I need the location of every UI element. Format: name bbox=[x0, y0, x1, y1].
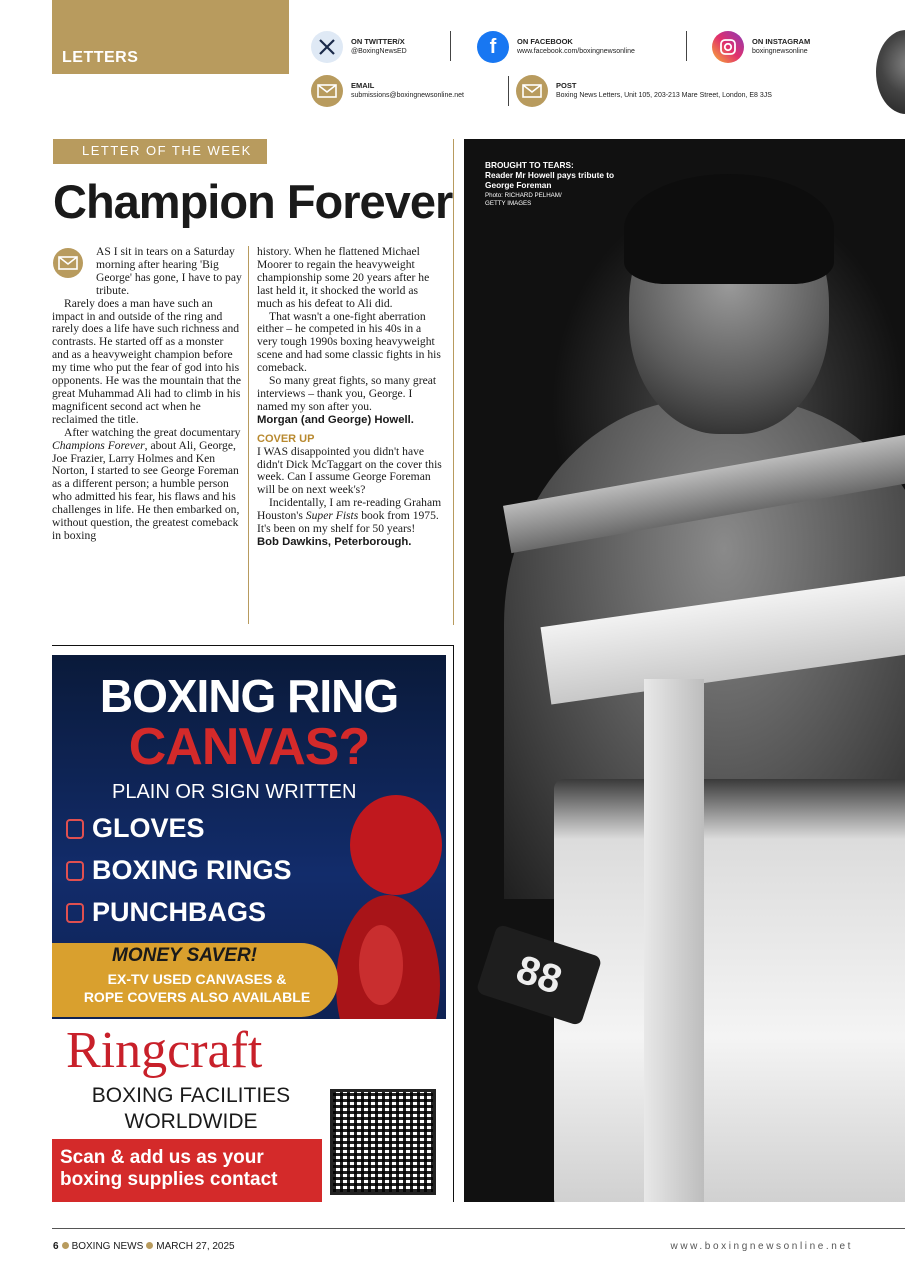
x-twitter-icon bbox=[311, 31, 343, 63]
ringcraft-logo: Ringcraft bbox=[66, 1022, 263, 1079]
photo-caption bbox=[485, 160, 625, 208]
paragraph: history. When he flattened Michael Moorer to regain the heavyweight championship some 20 years after he last held it, it shocked the world as much as his defeat to Ali did. bbox=[257, 245, 430, 310]
facebook-url: www.facebook.com/boxingnewsonline bbox=[517, 48, 635, 55]
glove-icon bbox=[66, 819, 84, 839]
folio bbox=[53, 1241, 235, 1252]
section-tab bbox=[52, 0, 289, 74]
dot-icon bbox=[146, 1242, 153, 1249]
ad-item: BOXING RINGS bbox=[66, 855, 292, 886]
facebook-label: ON FACEBOOK bbox=[517, 37, 573, 46]
envelope-icon bbox=[516, 75, 548, 107]
facebook-contact[interactable] bbox=[477, 31, 635, 63]
ad-availability: EX-TV USED CANVASES & ROPE COVERS ALSO AVAILABLE bbox=[83, 971, 311, 1005]
qr-code[interactable] bbox=[330, 1089, 436, 1195]
ad-item: GLOVES bbox=[66, 813, 205, 844]
paragraph: Incidentally, I am re-reading Graham Houston's Super Fists book from 1975. It's been on my shelf for 50 years! bbox=[257, 496, 442, 536]
photo-rule bbox=[453, 139, 454, 625]
signature: Bob Dawkins, Peterborough. bbox=[257, 535, 412, 548]
letter-column-1 bbox=[52, 246, 242, 543]
letter-of-the-week-kicker: LETTER OF THE WEEK bbox=[53, 139, 267, 164]
paragraph: AS I sit in tears on a Saturday morning after hearing 'Big George' has gone, I have to pay tribute. bbox=[96, 245, 242, 297]
george-foreman-photo bbox=[464, 139, 905, 1202]
divider bbox=[508, 76, 509, 106]
ring-icon bbox=[66, 861, 84, 881]
caption-title: BROUGHT TO TEARS: bbox=[485, 160, 574, 170]
ad-subline: PLAIN OR SIGN WRITTEN bbox=[112, 781, 357, 803]
publication-name: BOXING NEWS bbox=[71, 1241, 144, 1252]
caption-body: Reader Mr Howell pays tribute to George Foreman bbox=[485, 170, 615, 190]
instagram-contact[interactable] bbox=[712, 31, 810, 63]
signature: Morgan (and George) Howell. bbox=[257, 413, 414, 426]
punchbag-icon bbox=[66, 903, 84, 923]
website-url[interactable]: www.boxingnewsonline.net bbox=[670, 1241, 853, 1252]
twitter-contact[interactable] bbox=[311, 31, 407, 63]
post-contact bbox=[516, 75, 772, 107]
paragraph: After watching the great documentary Champions Forever, about Ali, George, Joe Frazier, Larry Holmes and Ken Norton, I started to see George Foreman as a different person; a humble person who admitted his fear, his flaws and his challenges in life. He then embarked on, without question, the greatest comeback in boxing bbox=[52, 425, 241, 542]
column-rule bbox=[248, 246, 249, 624]
email-address: submissions@boxingnewsonline.net bbox=[351, 92, 464, 99]
paragraph: I WAS disappointed you didn't have didn't Dick McTaggart on the cover this week. Can I assume George Foreman will be on next week's? bbox=[257, 444, 442, 497]
instagram-icon bbox=[712, 31, 744, 63]
money-saver: MONEY SAVER! bbox=[112, 945, 257, 966]
scale-post bbox=[644, 679, 704, 1202]
headline: Champion Forever bbox=[53, 175, 453, 228]
section-label: LETTERS bbox=[62, 49, 139, 66]
microphone: 88 bbox=[476, 924, 603, 1026]
twitter-label: ON TWITTER/X bbox=[351, 37, 405, 46]
divider bbox=[450, 31, 451, 61]
paragraph: That wasn't a one-fight aberration either – he competed in his 40s in a very tough 1990s boxing heavyweight scene and had some classic fights in his comeback. bbox=[257, 309, 441, 375]
scan-banner: Scan & add us as your boxing supplies contact bbox=[52, 1139, 322, 1202]
photo-credit: Photo: RICHARD PELHAM/ GETTY IMAGES bbox=[485, 192, 562, 207]
ringcraft-advert[interactable] bbox=[52, 655, 446, 1202]
footer-rule bbox=[52, 1228, 905, 1229]
twitter-handle: @BoxingNewsED bbox=[351, 48, 407, 55]
page-number: 6 bbox=[53, 1241, 59, 1252]
instagram-label: ON INSTAGRAM bbox=[752, 37, 811, 46]
divider bbox=[686, 31, 687, 61]
photo-hair bbox=[624, 174, 834, 284]
email-contact[interactable] bbox=[311, 75, 464, 107]
dot-icon bbox=[62, 1242, 69, 1249]
ad-item: PUNCHBAGS bbox=[66, 897, 266, 928]
issue-date: MARCH 27, 2025 bbox=[156, 1241, 235, 1252]
instagram-handle: boxingnewsonline bbox=[752, 48, 808, 55]
facebook-icon: f bbox=[477, 31, 509, 63]
corner-photo bbox=[876, 30, 905, 114]
envelope-icon bbox=[311, 75, 343, 107]
ad-facilities: BOXING FACILITIES WORLDWIDE bbox=[91, 1084, 291, 1133]
paragraph: Rarely does a man have such an impact in and outside of the ring and rarely does a life have such richness and contrasts. He started off as a monster and as a heavyweight champion before my time who put the fear of god into his opponents. He was the mountain that the great Muhammad Ali had to climb in his magnificent second act when he reclaimed the title. bbox=[52, 296, 242, 426]
ad-headline-2: CANVAS? bbox=[128, 718, 370, 776]
email-label: EMAIL bbox=[351, 81, 375, 90]
post-address: Boxing News Letters, Unit 105, 203-213 Mare Street, London, E8 3JS bbox=[556, 92, 772, 99]
post-label: POST bbox=[556, 81, 577, 90]
letter-column-2 bbox=[257, 246, 442, 549]
photo-shorts bbox=[554, 779, 905, 1202]
ad-headline: BOXING RING bbox=[99, 670, 399, 722]
paragraph: So many great fights, so many great interviews – thank you, George. I named my son after you. bbox=[257, 374, 437, 413]
subheading: COVER UP bbox=[257, 432, 315, 445]
